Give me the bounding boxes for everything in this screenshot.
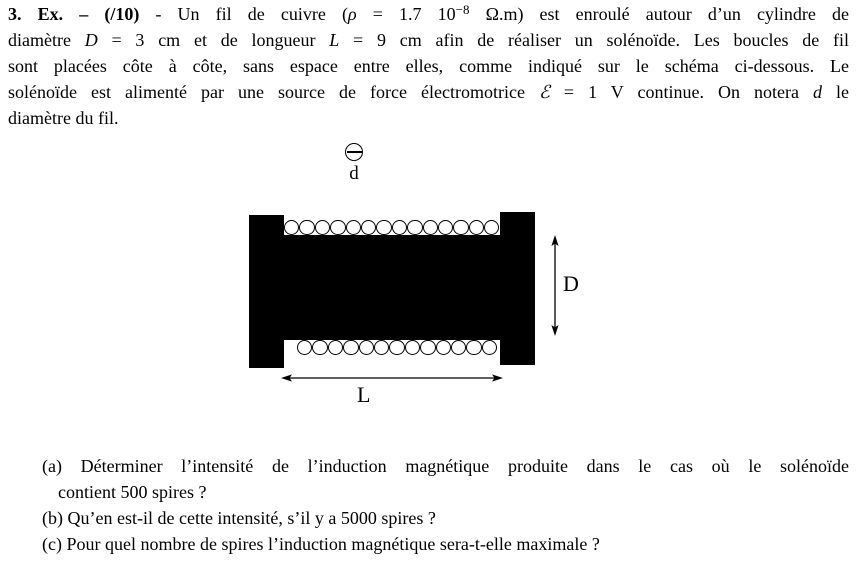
cylinder-body [283,235,500,340]
statement-text: diamètre [8,30,85,50]
statement-text: - Un fil de cuivre ( [139,4,348,24]
coil-turn [284,220,299,235]
statement-text: = 1 V continue. On notera [549,82,813,102]
coil-turn [297,340,312,355]
coil-turn [438,220,453,235]
coil-turn [343,340,358,355]
statement-text: L [329,30,340,50]
coil-turn [469,220,484,235]
coil-turn [346,220,361,235]
coil-turn [389,340,404,355]
coil-turn [484,220,499,235]
question-item-c [42,531,849,557]
coil-turn [374,340,389,355]
coil-turn [451,340,466,355]
coil-turn [407,220,422,235]
statement-text: −8 [455,2,470,17]
statement-text: solénoïde est alimenté par une source de force électromotrice [8,82,539,102]
statement-text: le [821,82,849,102]
question-item-a [42,453,849,479]
statement-text: = 3 cm et de longueur [97,30,330,50]
statement-text: Ω.m) est enroulé autour d’un cylindre de [469,4,850,24]
statement-text: 3. Ex. – (/10) [8,4,140,24]
statement-text: ℰ [538,82,550,103]
coil-row-bottom [297,340,497,355]
coil-turn [312,340,327,355]
statement-text: = 9 cm afin de réaliser un solénoïde. Les boucles de fil [339,30,849,50]
coil-turn [328,340,343,355]
coil-turn [420,340,435,355]
question-item-b [42,505,849,531]
question-text: Déterminer l’intensité de l’induction magnétique produite dans le cas où le solénoïde [61,456,849,476]
statement-text: = 1.7 10 [356,4,456,24]
right-flange [500,212,535,365]
coil-turn [423,220,438,235]
coil-turn [392,220,407,235]
coil-turn [482,340,497,355]
coil-turn [315,220,330,235]
length-arrow-icon [281,370,503,386]
diameter-label: D [563,271,579,296]
wire-cross-section-icon [345,143,363,161]
question-label: (c) [42,534,62,554]
coil-turn [436,340,451,355]
diameter-arrow-icon [547,235,563,336]
question-text: Qu’en est-il de cette intensité, s’il y a 5000 spires ? [63,508,436,528]
coil-turn [376,220,391,235]
left-flange [249,215,284,368]
coil-row-top [284,220,499,235]
question-list [42,453,849,557]
coil-turn [361,220,376,235]
coil-turn [466,340,481,355]
coil-turn [453,220,468,235]
statement-text: d [812,82,822,102]
coil-turn [330,220,345,235]
coil-turn [299,220,314,235]
coil-turn [405,340,420,355]
wire-diameter-label: d [349,163,359,184]
statement-text: sont placées côte à côte, sans espace entre elles, comme indiqué sur le schéma ci-dessous. Le [8,56,849,76]
question-text: Pour quel nombre de spires l’induction magnétique sera-t-elle maximale ? [61,534,600,554]
statement-text: ρ [347,4,357,24]
statement-text: D [84,30,98,50]
question-label: (b) [42,508,63,528]
wire-diameter-line [347,151,362,153]
question-label: (a) [42,456,62,476]
statement-text: diamètre du fil. [8,108,119,128]
coil-turn [359,340,374,355]
length-label: L [357,382,371,407]
question-text-continued: contient 500 spires ? [58,482,207,502]
